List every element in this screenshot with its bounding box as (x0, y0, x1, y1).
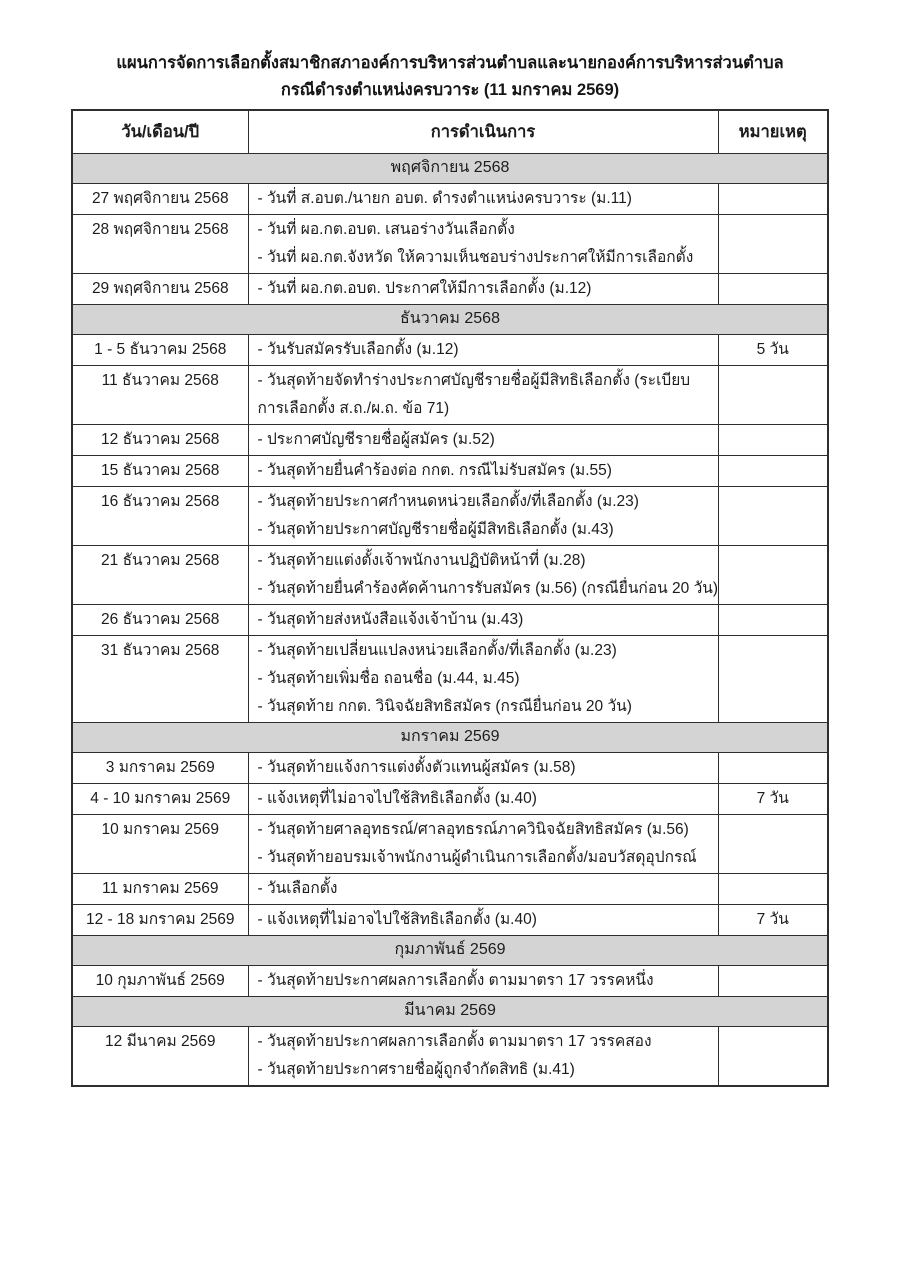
action-cell (248, 814, 718, 873)
note-cell (718, 635, 828, 722)
schedule-row (72, 904, 828, 935)
date-cell: 10 มกราคม 2569 (72, 814, 248, 873)
date-cell: 3 มกราคม 2569 (72, 752, 248, 783)
month-band: พฤศจิกายน 2568 (72, 153, 828, 183)
note-cell (718, 1026, 828, 1086)
schedule-row (72, 455, 828, 486)
month-band-row (72, 935, 828, 965)
action-line: - วันสุดท้ายแต่งตั้งเจ้าพนักงานปฏิบัติหน้าที่ (ม.28) (257, 551, 586, 569)
action-line: - วันสุดท้าย กกต. วินิจฉัยสิทธิสมัคร (กรณียื่นก่อน 20 วัน) (257, 697, 632, 715)
action-line: - วันสุดท้ายศาลอุทธรณ์/ศาลอุทธรณ์ภาควินิจฉัยสิทธิสมัคร (ม.56) (257, 820, 689, 838)
action-cell (248, 873, 718, 904)
month-band-row (72, 304, 828, 334)
note-cell (718, 365, 828, 424)
action-line: - วันสุดท้ายประกาศรายชื่อผู้ถูกจำกัดสิทธิ (ม.41) (257, 1060, 575, 1078)
month-band-row (72, 722, 828, 752)
date-cell: 12 มีนาคม 2569 (72, 1026, 248, 1086)
schedule-row (72, 424, 828, 455)
schedule-row (72, 635, 828, 722)
schedule-row (72, 1026, 828, 1086)
action-line: - วันสุดท้ายยื่นคำร้องคัดค้านการรับสมัคร (ม.56) (กรณียื่นก่อน 20 วัน) (257, 579, 719, 597)
note-cell: 7 วัน (718, 904, 828, 935)
action-cell (248, 904, 718, 935)
action-line: - วันสุดท้ายประกาศผลการเลือกตั้ง ตามมาตรา 17 วรรคสอง (257, 1032, 652, 1050)
note-cell (718, 214, 828, 273)
action-cell (248, 752, 718, 783)
action-line: - วันรับสมัครรับเลือกตั้ง (ม.12) (257, 340, 459, 358)
action-line: - วันที่ ผอ.กต.จังหวัด ให้ความเห็นชอบร่างประกาศให้มีการเลือกตั้ง (257, 248, 694, 266)
month-band: ธันวาคม 2568 (72, 304, 828, 334)
action-line: - วันสุดท้ายประกาศผลการเลือกตั้ง ตามมาตรา 17 วรรคหนึ่ง (257, 971, 654, 989)
month-band: กุมภาพันธ์ 2569 (72, 935, 828, 965)
note-cell (718, 873, 828, 904)
date-cell: 1 - 5 ธันวาคม 2568 (72, 334, 248, 365)
schedule-row (72, 365, 828, 424)
action-cell (248, 334, 718, 365)
schedule-row (72, 183, 828, 214)
schedule-row (72, 783, 828, 814)
page-title-line1: แผนการจัดการเลือกตั้งสมาชิกสภาองค์การบริหารส่วนตำบลและนายกองค์การบริหารส่วนตำบล (116, 54, 784, 72)
month-band-row (72, 153, 828, 183)
action-line: - วันสุดท้ายจัดทำร่างประกาศบัญชีรายชื่อผู้มีสิทธิเลือกตั้ง (ระเบียบ (257, 371, 691, 389)
action-cell (248, 1026, 718, 1086)
date-cell: 15 ธันวาคม 2568 (72, 455, 248, 486)
action-line: - วันเลือกตั้ง (257, 879, 338, 897)
table-header-date: วัน/เดือน/ปี (72, 110, 248, 153)
action-line: - วันสุดท้ายเปลี่ยนแปลงหน่วยเลือกตั้ง/ที่เลือกตั้ง (ม.23) (257, 641, 617, 659)
action-line: - วันสุดท้ายยื่นคำร้องต่อ กกต. กรณีไม่รับสมัคร (ม.55) (257, 461, 612, 479)
date-cell: 16 ธันวาคม 2568 (72, 486, 248, 545)
action-line: - แจ้งเหตุที่ไม่อาจไปใช้สิทธิเลือกตั้ง (ม.40) (257, 789, 537, 807)
schedule-row (72, 486, 828, 545)
date-cell: 12 ธันวาคม 2568 (72, 424, 248, 455)
schedule-row (72, 334, 828, 365)
note-cell (718, 424, 828, 455)
action-cell (248, 365, 718, 424)
date-cell: 4 - 10 มกราคม 2569 (72, 783, 248, 814)
month-band: มกราคม 2569 (72, 722, 828, 752)
action-cell (248, 486, 718, 545)
schedule-table-body (72, 153, 828, 1086)
note-cell: 5 วัน (718, 334, 828, 365)
action-line: - ประกาศบัญชีรายชื่อผู้สมัคร (ม.52) (257, 430, 495, 448)
action-line: - แจ้งเหตุที่ไม่อาจไปใช้สิทธิเลือกตั้ง (ม.40) (257, 910, 537, 928)
schedule-row (72, 214, 828, 273)
note-cell (718, 965, 828, 996)
action-line: - วันที่ ส.อบต./นายก อบต. ดำรงตำแหน่งครบวาระ (ม.11) (257, 189, 632, 207)
note-cell (718, 273, 828, 304)
election-schedule-table (71, 109, 829, 1087)
action-cell (248, 273, 718, 304)
action-cell (248, 455, 718, 486)
schedule-row (72, 545, 828, 604)
action-cell (248, 604, 718, 635)
note-cell (718, 486, 828, 545)
action-cell (248, 635, 718, 722)
schedule-row (72, 273, 828, 304)
action-line: - วันสุดท้ายอบรมเจ้าพนักงานผู้ดำเนินการเลือกตั้ง/มอบวัสดุอุปกรณ์ (257, 848, 697, 866)
note-cell (718, 604, 828, 635)
note-cell (718, 814, 828, 873)
date-cell: 11 มกราคม 2569 (72, 873, 248, 904)
date-cell: 28 พฤศจิกายน 2568 (72, 214, 248, 273)
month-band-row (72, 996, 828, 1026)
action-line: - วันที่ ผอ.กต.อบต. ประกาศให้มีการเลือกตั้ง (ม.12) (257, 279, 592, 297)
note-cell (718, 545, 828, 604)
action-cell (248, 783, 718, 814)
date-cell: 27 พฤศจิกายน 2568 (72, 183, 248, 214)
note-cell (718, 183, 828, 214)
date-cell: 10 กุมภาพันธ์ 2569 (72, 965, 248, 996)
page-title-line2: กรณีดำรงตำแหน่งครบวาระ (11 มกราคม 2569) (280, 81, 620, 99)
date-cell: 11 ธันวาคม 2568 (72, 365, 248, 424)
action-line: - วันสุดท้ายส่งหนังสือแจ้งเจ้าบ้าน (ม.43) (257, 610, 524, 628)
action-cell (248, 183, 718, 214)
schedule-row (72, 873, 828, 904)
action-line: - วันสุดท้ายประกาศกำหนดหน่วยเลือกตั้ง/ที่เลือกตั้ง (ม.23) (257, 492, 639, 510)
date-cell: 31 ธันวาคม 2568 (72, 635, 248, 722)
table-header-action: การดำเนินการ (248, 110, 718, 153)
action-line: - วันสุดท้ายแจ้งการแต่งตั้งตัวแทนผู้สมัคร (ม.58) (257, 758, 576, 776)
action-cell (248, 214, 718, 273)
action-line: การเลือกตั้ง ส.ถ./ผ.ถ. ข้อ 71) (257, 399, 450, 417)
action-cell (248, 965, 718, 996)
date-cell: 26 ธันวาคม 2568 (72, 604, 248, 635)
table-header-row (72, 110, 828, 153)
note-cell (718, 752, 828, 783)
note-cell: 7 วัน (718, 783, 828, 814)
action-cell (248, 424, 718, 455)
date-cell: 12 - 18 มกราคม 2569 (72, 904, 248, 935)
schedule-row (72, 604, 828, 635)
schedule-row (72, 965, 828, 996)
action-line: - วันที่ ผอ.กต.อบต. เสนอร่างวันเลือกตั้ง (257, 220, 515, 238)
schedule-row (72, 814, 828, 873)
month-band: มีนาคม 2569 (72, 996, 828, 1026)
date-cell: 21 ธันวาคม 2568 (72, 545, 248, 604)
note-cell (718, 455, 828, 486)
table-header-note: หมายเหตุ (718, 110, 828, 153)
action-line: - วันสุดท้ายประกาศบัญชีรายชื่อผู้มีสิทธิเลือกตั้ง (ม.43) (257, 520, 614, 538)
date-cell: 29 พฤศจิกายน 2568 (72, 273, 248, 304)
action-line: - วันสุดท้ายเพิ่มชื่อ ถอนชื่อ (ม.44, ม.45) (257, 669, 520, 687)
action-cell (248, 545, 718, 604)
schedule-row (72, 752, 828, 783)
